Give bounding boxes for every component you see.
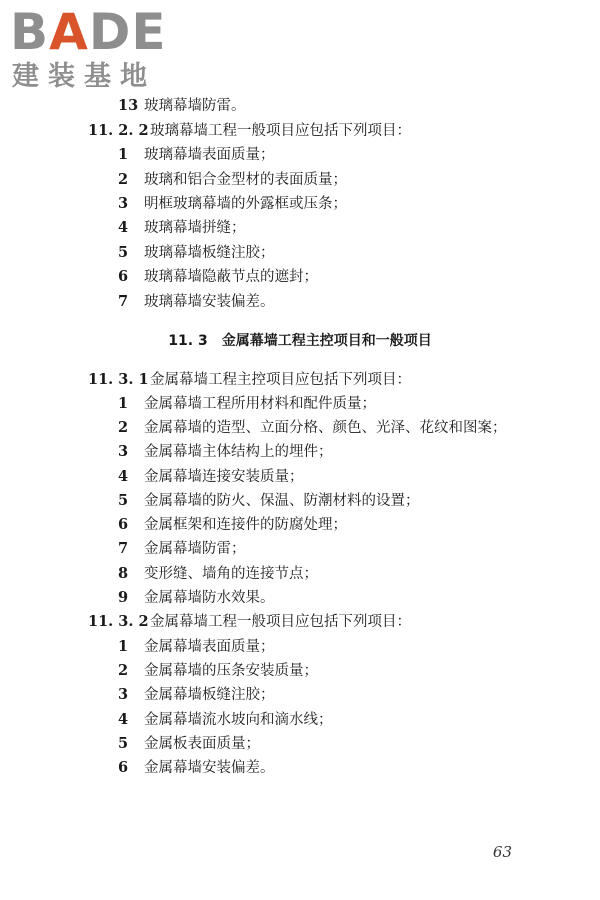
list-item bbox=[118, 171, 347, 189]
list-item bbox=[118, 589, 275, 607]
item-number: 3 bbox=[118, 443, 129, 460]
item-number: 1 bbox=[118, 146, 129, 163]
item-number: 3 bbox=[118, 195, 129, 212]
item-number: 8 bbox=[118, 565, 129, 582]
list-item bbox=[118, 268, 318, 286]
list-item bbox=[118, 735, 260, 753]
item-number: 5 bbox=[118, 492, 129, 509]
item-text: 玻璃幕墙表面质量； bbox=[144, 147, 275, 163]
list-item bbox=[118, 686, 275, 704]
list-item bbox=[118, 443, 333, 461]
list-item bbox=[118, 516, 347, 534]
section-heading bbox=[0, 332, 600, 350]
item-number: 2 bbox=[118, 419, 129, 436]
item-text: 金属幕墙连接安装质量； bbox=[144, 469, 304, 485]
item-text: 金属幕墙的防火、保温、防潮材料的设置； bbox=[144, 493, 420, 509]
item-number: 11. 2. 2 bbox=[88, 122, 149, 139]
clause-line bbox=[88, 613, 411, 631]
item-text: 玻璃幕墙安装偏差。 bbox=[144, 294, 275, 310]
logo-wordmark: BADE bbox=[10, 3, 167, 61]
item-text: 玻璃幕墙拼缝； bbox=[144, 220, 246, 236]
list-item bbox=[118, 419, 507, 437]
item-number: 5 bbox=[118, 735, 129, 752]
item-number: 7 bbox=[118, 540, 129, 557]
item-text: 玻璃幕墙工程一般项目应包括下列项目： bbox=[150, 123, 411, 139]
clause-line bbox=[88, 371, 411, 389]
list-item bbox=[118, 711, 333, 729]
item-number: 13 bbox=[118, 97, 139, 114]
item-text: 金属幕墙的压条安装质量； bbox=[144, 663, 318, 679]
item-text: 变形缝、墙角的连接节点； bbox=[144, 566, 318, 582]
item-text: 玻璃幕墙隐蔽节点的遮封； bbox=[144, 269, 318, 285]
item-text: 金属幕墙安装偏差。 bbox=[144, 760, 275, 776]
bade-logo bbox=[10, 4, 175, 94]
item-text: 金属幕墙防水效果。 bbox=[144, 590, 275, 606]
item-text: 玻璃和铝合金型材的表面质量； bbox=[144, 172, 347, 188]
list-item bbox=[118, 540, 246, 558]
item-text: 金属幕墙工程主控项目应包括下列项目： bbox=[150, 372, 411, 388]
item-text: 金属板表面质量； bbox=[144, 736, 260, 752]
item-number: 6 bbox=[118, 516, 129, 533]
item-number: 7 bbox=[118, 293, 129, 310]
item-text: 玻璃幕墙防雷。 bbox=[144, 98, 246, 114]
item-text: 金属幕墙板缝注胶； bbox=[144, 687, 275, 703]
page-number: 63 bbox=[492, 843, 512, 861]
item-text: 金属幕墙主体结构上的埋件； bbox=[144, 444, 333, 460]
item-number: 1 bbox=[118, 638, 129, 655]
item-number: 4 bbox=[118, 468, 129, 485]
item-number: 4 bbox=[118, 219, 129, 236]
list-item bbox=[118, 195, 347, 213]
list-item bbox=[118, 97, 246, 115]
item-text: 金属幕墙流水坡向和滴水线； bbox=[144, 712, 333, 728]
item-text: 金属幕墙的造型、立面分格、颜色、光泽、花纹和图案； bbox=[144, 420, 507, 436]
item-text: 玻璃幕墙板缝注胶； bbox=[144, 245, 275, 261]
item-number: 6 bbox=[118, 268, 129, 285]
list-item bbox=[118, 492, 420, 510]
clause-line bbox=[88, 122, 411, 140]
item-number: 9 bbox=[118, 589, 129, 606]
list-item bbox=[118, 759, 275, 777]
logo-subtitle: 建装基地 bbox=[12, 61, 156, 92]
list-item bbox=[118, 395, 376, 413]
list-item bbox=[118, 293, 275, 311]
list-item bbox=[118, 146, 275, 164]
item-number: 1 bbox=[118, 395, 129, 412]
item-number: 4 bbox=[118, 711, 129, 728]
item-number: 3 bbox=[118, 686, 129, 703]
item-number: 6 bbox=[118, 759, 129, 776]
item-text: 金属幕墙工程一般项目应包括下列项目： bbox=[150, 614, 411, 630]
item-text: 金属幕墙工程主控项目和一般项目 bbox=[221, 333, 432, 349]
list-item bbox=[118, 662, 318, 680]
item-number: 11. 3. 1 bbox=[88, 371, 149, 388]
item-number: 2 bbox=[118, 171, 129, 188]
item-text: 金属幕墙防雷； bbox=[144, 541, 246, 557]
item-text: 金属幕墙表面质量； bbox=[144, 639, 275, 655]
item-text: 金属幕墙工程所用材料和配件质量； bbox=[144, 396, 376, 412]
item-number: 5 bbox=[118, 244, 129, 261]
item-text: 金属框架和连接件的防腐处理； bbox=[144, 517, 347, 533]
list-item bbox=[118, 244, 275, 262]
item-number: 2 bbox=[118, 662, 129, 679]
list-item bbox=[118, 638, 275, 656]
item-number: 11. 3 bbox=[168, 333, 208, 349]
list-item bbox=[118, 565, 318, 583]
item-number: 11. 3. 2 bbox=[88, 613, 149, 630]
item-text: 明框玻璃幕墙的外露框或压条； bbox=[144, 196, 347, 212]
list-item bbox=[118, 468, 304, 486]
list-item bbox=[118, 219, 246, 237]
